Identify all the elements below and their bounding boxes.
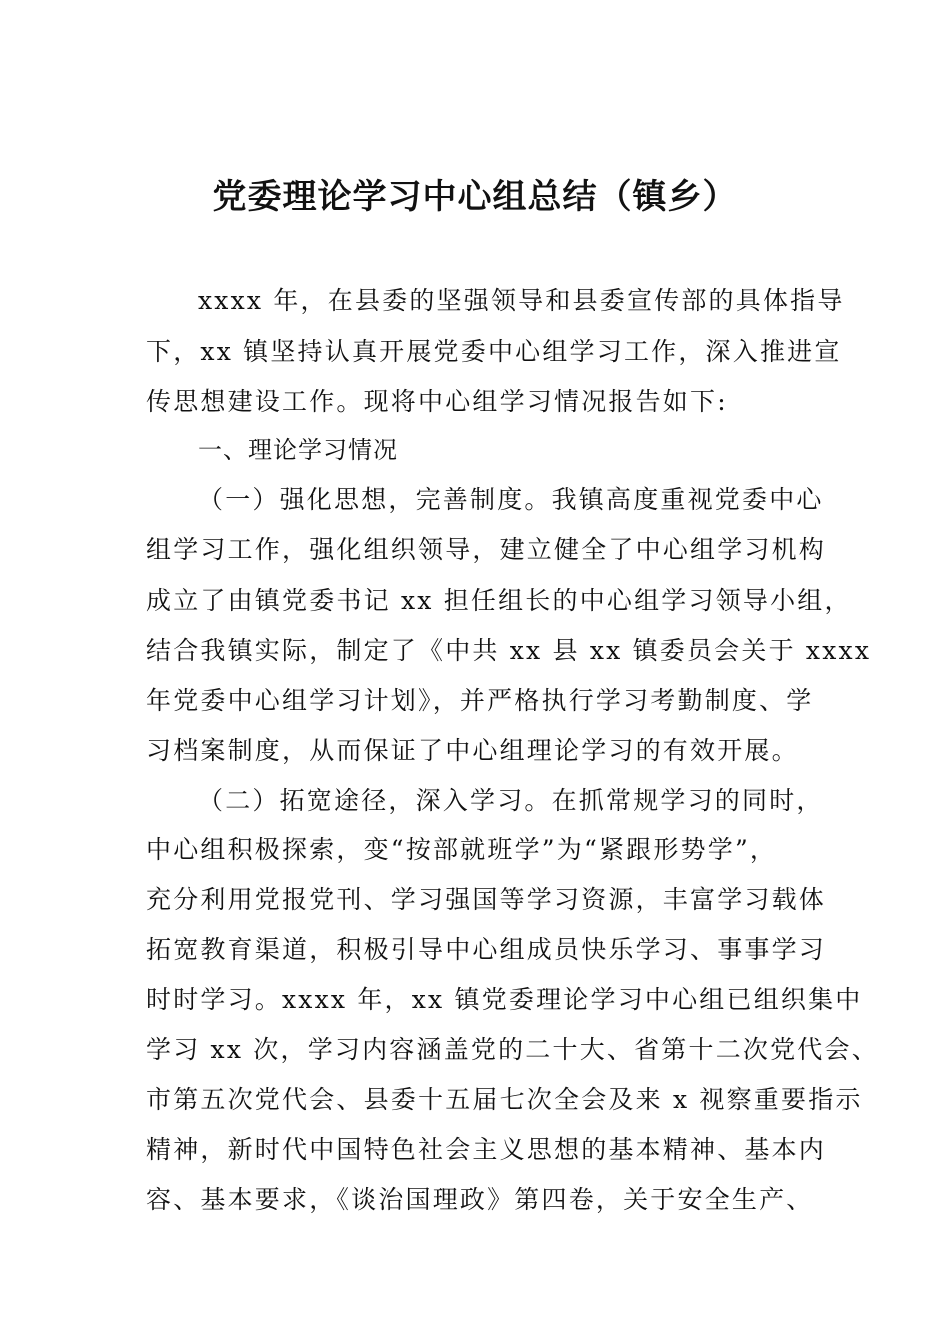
para-1-line-3: 成立了由镇党委书记 xx 担任组长的中心组学习领导小组， (146, 586, 852, 615)
para-1-line-1: （一）强化思想，完善制度。我镇高度重视党委中心 (198, 485, 824, 514)
para-2-line-3: 充分利用党报党刊、学习强国等学习资源，丰富学习载体 (146, 885, 827, 914)
para-1-line-4: 结合我镇实际，制定了《中共 xx 县 xx 镇委员会关于 xxxx (146, 636, 872, 665)
para-2-line-5: 时时学习。xxxx 年，xx 镇党委理论学习中心组已组织集中 (146, 985, 863, 1014)
para-2-line-4: 拓宽教育渠道，积极引导中心组成员快乐学习、事事学习 (146, 935, 827, 964)
para-2-line-7: 市第五次党代会、县委十五届七次全会及来 x 视察重要指示 (146, 1085, 863, 1114)
para-1-line-5: 年党委中心组学习计划》，并严格执行学习考勤制度、学 (146, 686, 814, 715)
document-title: 党委理论学习中心组总结（镇乡） (212, 177, 738, 217)
section-heading-1: 一、理论学习情况 (198, 436, 398, 464)
intro-line-2: 下，xx 镇坚持认真开展党委中心组学习工作，深入推进宣 (146, 337, 842, 366)
para-2-line-6: 学习 xx 次，学习内容涵盖党的二十大、省第十二次党代会、 (146, 1035, 879, 1064)
para-1-line-2: 组学习工作，强化组织领导，建立健全了中心组学习机构 (146, 535, 827, 564)
intro-line-3: 传思想建设工作。现将中心组学习情况报告如下: (146, 387, 728, 416)
para-1-line-6: 习档案制度，从而保证了中心组理论学习的有效开展。 (146, 736, 799, 765)
para-2-line-9: 容、基本要求，《谈治国理政》第四卷，关于安全生产、 (146, 1185, 814, 1214)
para-2-line-2: 中心组积极探索，变“按部就班学”为“紧跟形势学”， (146, 835, 778, 864)
para-2-line-1: （二）拓宽途径，深入学习。在抓常规学习的同时， (198, 786, 824, 815)
intro-line-1: xxxx 年，在县委的坚强领导和县委宣传部的具体指导 (198, 286, 845, 315)
para-2-line-8: 精神，新时代中国特色社会主义思想的基本精神、基本内 (146, 1135, 827, 1164)
